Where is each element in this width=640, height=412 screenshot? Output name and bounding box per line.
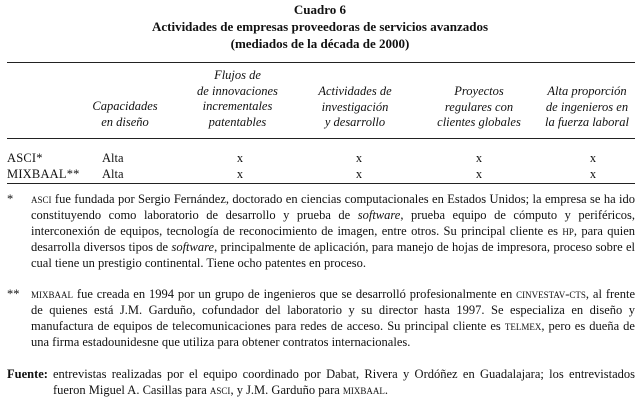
company-name: MIXBAAL** [7, 167, 80, 181]
footnote-marker: ** [7, 287, 20, 301]
mark-innovations: x [236, 151, 244, 165]
header-line: la fuerza laboral [544, 115, 630, 129]
source-text: . [384, 383, 389, 397]
source-text: , y J.M. Garduño para [230, 383, 343, 397]
mark-innovations: x [236, 167, 244, 181]
header-line: y desarrollo [324, 115, 386, 129]
footnote-text: , prueba equipo de cómputo y periféricos, interconexión de equipos, tecnología de reconocimiento de imagen, entre otros. Su principal cliente es [31, 208, 636, 238]
header-line: de innovaciones [197, 83, 278, 98]
mark-rnd: x [355, 167, 363, 181]
footnote-asci [7, 191, 635, 271]
header-line: en diseño [101, 114, 149, 129]
header-line: Capacidades [92, 99, 158, 113]
footnote-text: , al frente de quienes está J.M. Garduño, cofundador del laboratorio y su director hasta 1997. Se especializa en diseño y manufactura de equipos de telecomunicaciones para redes de acceso. Su principal cliente es [31, 287, 636, 333]
table-subtitle: (mediados de la década de 2000) [230, 36, 410, 51]
column-header-engineers [533, 84, 640, 131]
footnote-text: , pero es dueña de una firma estadounidesne que utiliza para obtener contratos internacionales. [31, 319, 635, 349]
footnote-text: hp [562, 224, 574, 238]
header-line: clientes globales [437, 115, 521, 129]
header-line: incrementales [202, 99, 273, 113]
design-capacity: Alta [102, 151, 124, 165]
footnote-text: cinvestav-cts [516, 287, 586, 301]
footnote-text: telmex [504, 319, 542, 333]
footnote-text: asci [31, 192, 52, 206]
source-note [7, 366, 635, 398]
footnote-text: software [357, 208, 401, 222]
bottom-rule [7, 183, 635, 184]
footnote-text: fue creada en 1994 por un grupo de ingenieros que se desarrolló profesionalmente en [73, 287, 517, 301]
column-header-rnd [295, 84, 415, 131]
header-line: investigación [321, 99, 389, 114]
design-capacity: Alta [102, 167, 124, 181]
top-rule [7, 62, 635, 63]
mark-engineers: x [589, 167, 597, 181]
source-text: asci [209, 383, 231, 397]
column-header-projects [418, 84, 540, 131]
footnote-text: , principalmente de aplicación, para manejo de hojas de impresora, proceso sobre el cual tiene un prestigio continental. Tiene ocho patentes en proceso. [31, 240, 635, 270]
header-line: de ingenieros en [545, 99, 629, 114]
source-text: entrevistas realizadas por el equipo coordinado por Dabat, Rivera y Ordóñez en Guadalajara; los entrevistados fueron Miguel A. Casillas para [53, 367, 635, 397]
header-line: regulares con [444, 99, 514, 114]
table-number: Cuadro 6 [293, 2, 347, 17]
header-rule [7, 138, 635, 139]
mark-projects: x [475, 167, 483, 181]
company-name: ASCI* [7, 151, 43, 165]
footnote-mixbaal [7, 286, 635, 350]
footnote-text: mixbaal [31, 287, 73, 301]
footnote-text: , para quien desarrolla diversos tipos de [31, 224, 635, 254]
mark-projects: x [475, 151, 483, 165]
source-label: Fuente: [7, 367, 48, 381]
footnote-text: fue fundada por Sergio Fernández, doctorado en ciencias computacionales en Estados Unidos; la empresa se ha ido constituyendo como laboratorio de desarrollo y prueba de [31, 192, 635, 222]
header-line: Flujos de [214, 68, 261, 82]
mark-engineers: x [589, 151, 597, 165]
column-header-design [70, 99, 180, 130]
header-line: Actividades de [318, 84, 392, 98]
footnote-marker: * [7, 192, 14, 206]
footnote-text: software [171, 240, 215, 254]
table-title: Actividades de empresas proveedoras de servicios avanzados [151, 19, 489, 34]
header-line: patentables [208, 114, 267, 129]
table-titles [0, 0, 640, 52]
source-text: mixbaal [342, 383, 385, 397]
mark-rnd: x [355, 151, 363, 165]
table-row [0, 166, 640, 182]
table-row [0, 150, 640, 166]
header-line: Alta proporción [547, 84, 627, 98]
header-line: Proyectos [454, 84, 504, 98]
column-header-innovations [175, 68, 300, 130]
